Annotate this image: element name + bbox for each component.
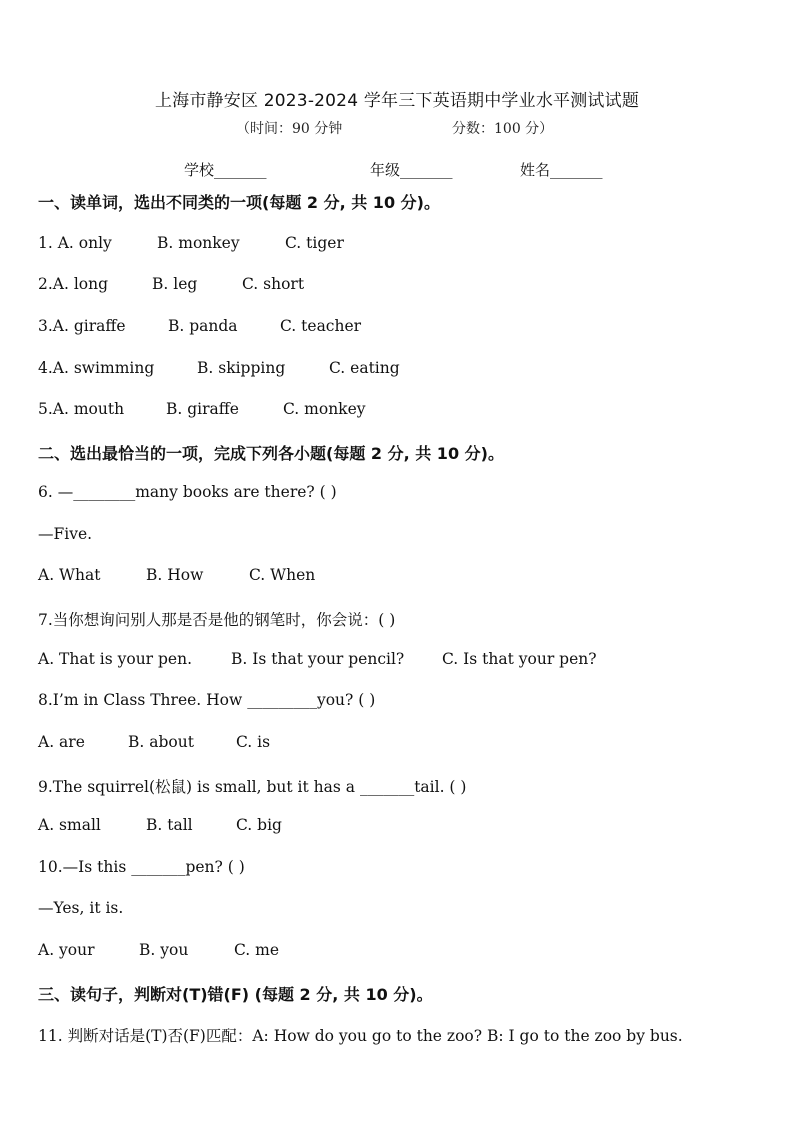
question-8-option-a: A. are bbox=[38, 733, 85, 751]
question-10-option-c: C. me bbox=[234, 941, 280, 959]
section3-heading: 三、读句子，判断对(T)错(F) (每题 2 分, 共 10 分)。 bbox=[38, 985, 433, 1004]
question-3-c: C. teacher bbox=[280, 317, 362, 335]
school-field: 学校_______ bbox=[184, 161, 267, 179]
question-5-b: B. giraffe bbox=[166, 400, 239, 418]
name-field: 姓名_______ bbox=[520, 161, 603, 179]
grade-field: 年级_______ bbox=[370, 161, 453, 179]
question-7-option-a: A. That is your pen. bbox=[38, 650, 193, 668]
question-11: 11. 判断对话是(T)否(F)匹配：A: How do you go to the zoo? B: I go to the zoo by bus. bbox=[38, 1027, 683, 1045]
question-1-a: 1. A. only bbox=[38, 234, 112, 252]
question-5-c: C. monkey bbox=[283, 400, 366, 418]
question-7-option-c: C. Is that your pen? bbox=[442, 650, 597, 668]
exam-score: 分数：100 分） bbox=[452, 121, 554, 137]
question-9-option-b: B. tall bbox=[146, 816, 193, 834]
question-3-a: 3.A. giraffe bbox=[38, 317, 126, 335]
section1-heading: 一、读单词，选出不同类的一项(每题 2 分, 共 10 分)。 bbox=[38, 193, 440, 212]
question-2-b: B. leg bbox=[152, 275, 198, 293]
question-6-option-a: A. What bbox=[38, 566, 101, 584]
question-1-c: C. tiger bbox=[285, 234, 344, 252]
question-8: 8.I’m in Class Three. How _________you? ( ) bbox=[38, 691, 376, 709]
question-9-option-a: A. small bbox=[38, 816, 101, 834]
question-4-c: C. eating bbox=[329, 359, 400, 377]
question-6-option-b: B. How bbox=[146, 566, 204, 584]
question-10: 10.—Is this _______pen? ( ) bbox=[38, 858, 245, 876]
question-5-a: 5.A. mouth bbox=[38, 400, 125, 418]
section2-heading: 二、选出最恰当的一项，完成下列各小题(每题 2 分, 共 10 分)。 bbox=[38, 444, 504, 463]
question-3-b: B. panda bbox=[168, 317, 238, 335]
question-2-c: C. short bbox=[242, 275, 305, 293]
question-6-option-c: C. When bbox=[249, 566, 316, 584]
question-7-option-b: B. Is that your pencil? bbox=[231, 650, 405, 668]
question-8-option-c: C. is bbox=[236, 733, 271, 751]
question-4-b: B. skipping bbox=[197, 359, 286, 377]
question-4-a: 4.A. swimming bbox=[38, 359, 155, 377]
question-10-option-a: A. your bbox=[38, 941, 95, 959]
question-2-a: 2.A. long bbox=[38, 275, 109, 293]
question-6: 6. —________many books are there? ( ) bbox=[38, 483, 337, 501]
question-9: 9.The squirrel(松鼠) is small, but it has a _______tail. ( ) bbox=[38, 778, 467, 796]
question-10-answer: —Yes, it is. bbox=[38, 899, 124, 917]
question-1-b: B. monkey bbox=[157, 234, 240, 252]
question-10-option-b: B. you bbox=[139, 941, 189, 959]
exam-time: （时间：90 分钟 bbox=[236, 121, 343, 137]
question-7: 7.当你想询问别人那是否是他的钢笔时，你会说：( ) bbox=[38, 611, 396, 629]
question-8-option-b: B. about bbox=[128, 733, 194, 751]
exam-title: 上海市静安区 2023-2024 学年三下英语期中学业水平测试试题 bbox=[154, 91, 640, 111]
question-9-option-c: C. big bbox=[236, 816, 282, 834]
question-6-answer: —Five. bbox=[38, 525, 93, 543]
